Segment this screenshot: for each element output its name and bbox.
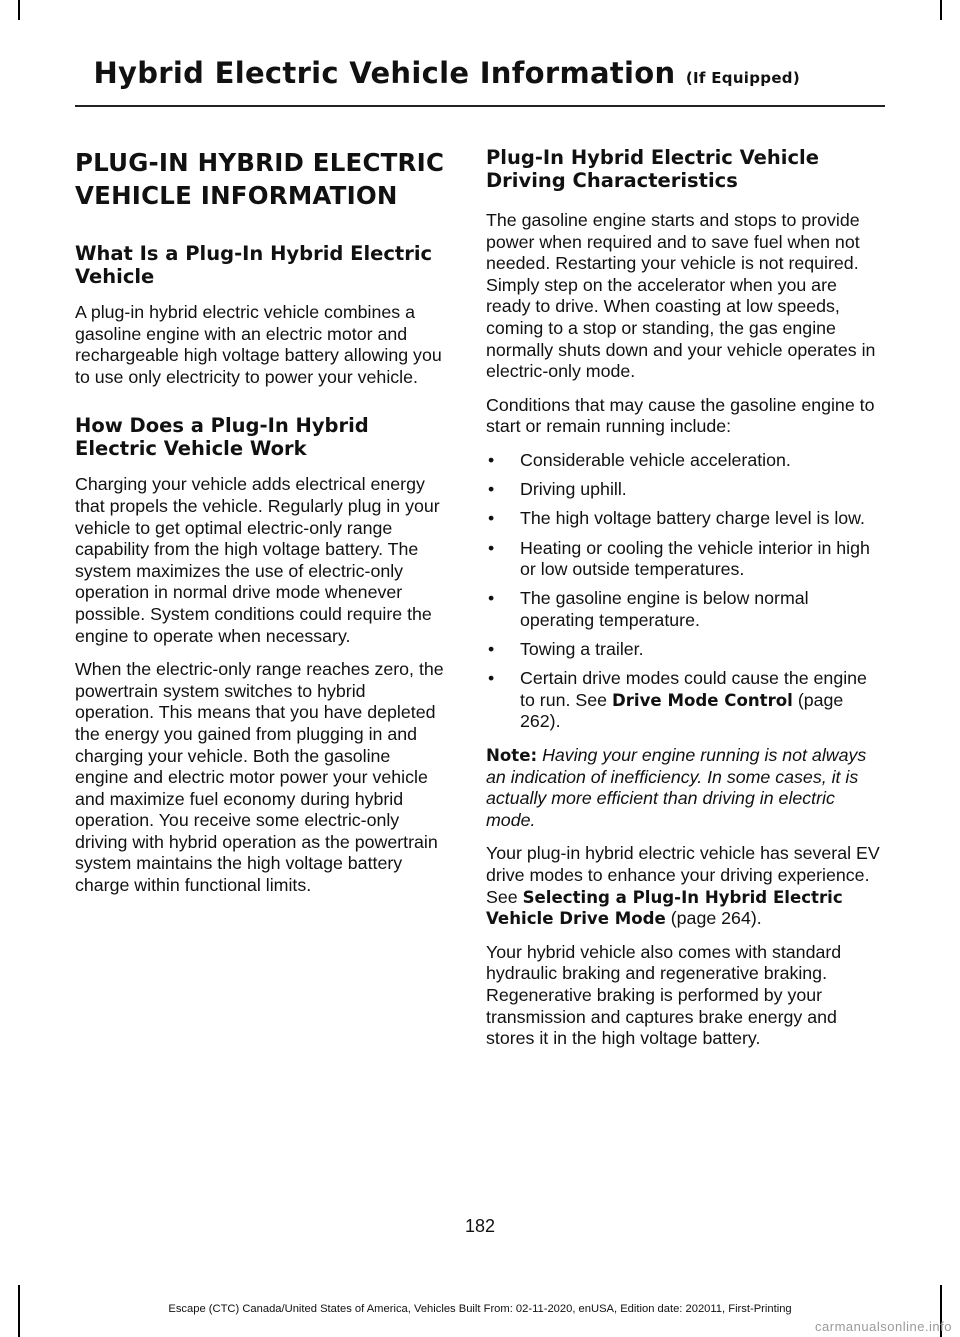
- list-item-text: The gasoline engine is below normal operating temperature.: [520, 588, 809, 630]
- page-reference: (page 264).: [670, 908, 762, 929]
- braking-paragraph: Your hybrid vehicle also comes with standard hydraulic braking and regenerative braking. Regenerative braking is performed by your transmission and captures brake energy and stores it in the high voltage battery.: [486, 941, 842, 1049]
- drive-modes-text: Your plug-in hybrid electric vehicle has several EV drive modes to enhance your driving experience. See: [486, 843, 880, 907]
- list-item-text: The high voltage battery charge level is low.: [520, 508, 865, 529]
- bullet-icon: •: [488, 668, 495, 689]
- list-item-text: Considerable vehicle acceleration.: [520, 449, 791, 470]
- section-heading: [75, 146, 447, 212]
- list-item: [486, 639, 882, 661]
- bullet-icon: •: [488, 508, 495, 529]
- how-does-heading: How Does a Plug-In Hybrid Electric Vehicle Work: [75, 414, 369, 461]
- list-item-text: Driving uphill.: [520, 479, 627, 500]
- header-title-text: Hybrid Electric Vehicle Information: [93, 56, 676, 90]
- list-item-text: Heating or cooling the vehicle interior in high or low outside temperatures.: [520, 537, 870, 580]
- list-item: [486, 450, 882, 472]
- list-item-text: Towing a trailer.: [520, 639, 644, 660]
- list-item: [486, 508, 882, 530]
- note-label: Note:: [486, 746, 538, 766]
- bullet-icon: •: [488, 639, 495, 660]
- what-is-paragraph: A plug-in hybrid electric vehicle combines a gasoline engine with an electric motor and rechargeable high voltage battery allowing you to use only electricity to power your vehicle.: [75, 302, 442, 387]
- conditions-list: [486, 450, 882, 733]
- bullet-icon: •: [488, 479, 495, 500]
- page-reference: (page 262).: [520, 689, 844, 732]
- what-is-heading: What Is a Plug-In Hybrid Electric Vehicle: [75, 242, 433, 288]
- note-paragraph: [486, 745, 882, 831]
- header-divider: [75, 105, 885, 107]
- list-item: [486, 588, 882, 631]
- drive-mode-control-link[interactable]: Drive Mode Control: [611, 690, 793, 710]
- bullet-icon: •: [488, 588, 495, 609]
- section-heading-line1: PLUG-IN HYBRID ELECTRIC: [75, 148, 445, 177]
- crop-mark-top-left: [18, 0, 20, 20]
- how-does-paragraph-2: When the electric-only range reaches zero, the powertrain system switches to hybrid operation. This means that you have depleted the energy you gained from plugging in and charging your vehicle. Both the gasoline engine and electric motor power your vehicle and maximize fuel economy during hybrid operation. You receive some electric-only driving with hybrid operation as the powertrain system maintains the high voltage battery charge within functional limits.: [75, 659, 444, 896]
- bullet-icon: •: [488, 537, 495, 558]
- watermark: carmanualsonline.info: [815, 1319, 952, 1334]
- crop-mark-top-right: [940, 0, 942, 20]
- list-item-text: Certain drive modes could cause the engine to run. See: [520, 668, 867, 710]
- driving-paragraph-1: The gasoline engine starts and stops to provide power when required and to save fuel when not needed. Restarting your vehicle is not required. Simply step on the accelerator when you are ready to drive. When coasting at low speeds, coming to a stop or standing, the gas engine normally shuts down and your vehicle operates in electric-only mode.: [486, 210, 876, 382]
- list-item: [486, 479, 882, 501]
- page-number: 182: [464, 1216, 496, 1236]
- how-does-paragraph-1: Charging your vehicle adds electrical energy that propels the vehicle. Regularly plug in your vehicle to get optimal electric-only range capability from the high voltage battery. The system maximizes the use of electric-only operation in normal drive mode whenever possible. System conditions could require the engine to operate when necessary.: [75, 474, 440, 646]
- bullet-icon: •: [488, 449, 495, 470]
- list-item: [486, 668, 882, 733]
- driving-characteristics-heading: Plug-In Hybrid Electric Vehicle Driving Characteristics: [486, 146, 819, 192]
- selecting-drive-mode-link[interactable]: Selecting a Plug-In Hybrid Electric Vehicle Drive Mode: [486, 887, 843, 929]
- note-text: Having your engine running is not always an indication of inefficiency. In some cases, it is actually more efficient than driving in electric mode.: [486, 745, 867, 830]
- page-header-title: [93, 56, 800, 90]
- footer-text: Escape (CTC) Canada/United States of America, Vehicles Built From: 02-11-2020, enUSA, Edition date: 202011, First-Printing: [168, 1303, 792, 1315]
- right-column: [486, 146, 882, 1062]
- left-column: [75, 146, 447, 909]
- driving-paragraph-2: Conditions that may cause the gasoline engine to start or remain running include:: [486, 394, 875, 437]
- list-item: [486, 538, 882, 581]
- section-heading-line2: VEHICLE INFORMATION: [75, 181, 398, 210]
- drive-modes-paragraph: [486, 843, 882, 929]
- header-subtitle: (If Equipped): [685, 69, 800, 87]
